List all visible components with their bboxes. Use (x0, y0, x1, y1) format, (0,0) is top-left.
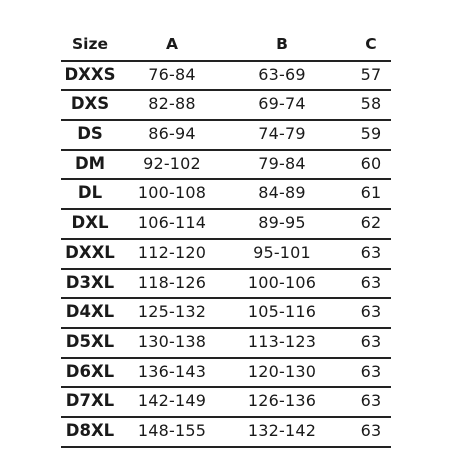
b-cell: 89-95 (258, 213, 306, 233)
b-cell: 95-101 (253, 242, 311, 262)
size-cell: D6XL (65, 361, 115, 381)
column-header-a: A (166, 35, 178, 53)
b-cell: 100-106 (247, 272, 317, 292)
a-cell: 106-114 (137, 213, 207, 233)
size-cell: D5XL (65, 331, 115, 351)
a-cell: 148-155 (137, 420, 207, 440)
table-header-row (61, 32, 391, 62)
a-cell: 92-102 (143, 153, 201, 173)
c-cell: 63 (360, 420, 382, 440)
a-cell: 86-94 (148, 124, 196, 144)
table-row (61, 210, 391, 240)
table-row (61, 270, 391, 300)
c-cell: 63 (360, 302, 382, 322)
table-row (61, 329, 391, 359)
table-row (61, 180, 391, 210)
table-body (61, 62, 391, 448)
table-row (61, 388, 391, 418)
table-row (61, 359, 391, 389)
column-header-size: Size (71, 35, 108, 53)
b-cell: 113-123 (247, 331, 317, 351)
size-cell: D7XL (65, 391, 115, 411)
column-header-b: B (276, 35, 288, 53)
b-cell: 79-84 (258, 153, 306, 173)
size-cell: DXXS (64, 64, 116, 84)
b-cell: 84-89 (258, 183, 306, 203)
column-header-c: C (365, 35, 377, 53)
a-cell: 100-108 (137, 183, 207, 203)
table-row (61, 151, 391, 181)
a-cell: 76-84 (148, 64, 196, 84)
size-chart-table (61, 32, 391, 448)
table-row (61, 299, 391, 329)
c-cell: 58 (360, 94, 382, 114)
size-cell: DS (77, 124, 103, 144)
table-row (61, 62, 391, 92)
size-cell: D3XL (65, 272, 115, 292)
size-cell: DXS (70, 94, 110, 114)
table-row (61, 418, 391, 448)
a-cell: 82-88 (148, 94, 196, 114)
a-cell: 130-138 (137, 331, 207, 351)
c-cell: 63 (360, 242, 382, 262)
b-cell: 126-136 (247, 391, 317, 411)
c-cell: 57 (360, 64, 382, 84)
c-cell: 59 (360, 124, 382, 144)
row-divider (61, 446, 391, 448)
c-cell: 60 (360, 153, 382, 173)
size-cell: DXL (71, 213, 109, 233)
c-cell: 63 (360, 391, 382, 411)
table-row (61, 240, 391, 270)
a-cell: 142-149 (137, 391, 207, 411)
size-cell: D8XL (65, 420, 115, 440)
size-cell: DM (74, 153, 106, 173)
a-cell: 125-132 (137, 302, 207, 322)
c-cell: 63 (360, 272, 382, 292)
b-cell: 132-142 (247, 420, 317, 440)
table-row (61, 121, 391, 151)
b-cell: 120-130 (247, 361, 317, 381)
size-cell: DXXL (65, 242, 115, 262)
a-cell: 112-120 (137, 242, 207, 262)
c-cell: 63 (360, 361, 382, 381)
b-cell: 63-69 (258, 64, 306, 84)
table-row (61, 91, 391, 121)
b-cell: 105-116 (247, 302, 317, 322)
b-cell: 69-74 (258, 94, 306, 114)
c-cell: 61 (360, 183, 382, 203)
c-cell: 63 (360, 331, 382, 351)
a-cell: 118-126 (137, 272, 207, 292)
a-cell: 136-143 (137, 361, 207, 381)
b-cell: 74-79 (258, 124, 306, 144)
size-cell: DL (77, 183, 103, 203)
c-cell: 62 (360, 213, 382, 233)
size-cell: D4XL (65, 302, 115, 322)
